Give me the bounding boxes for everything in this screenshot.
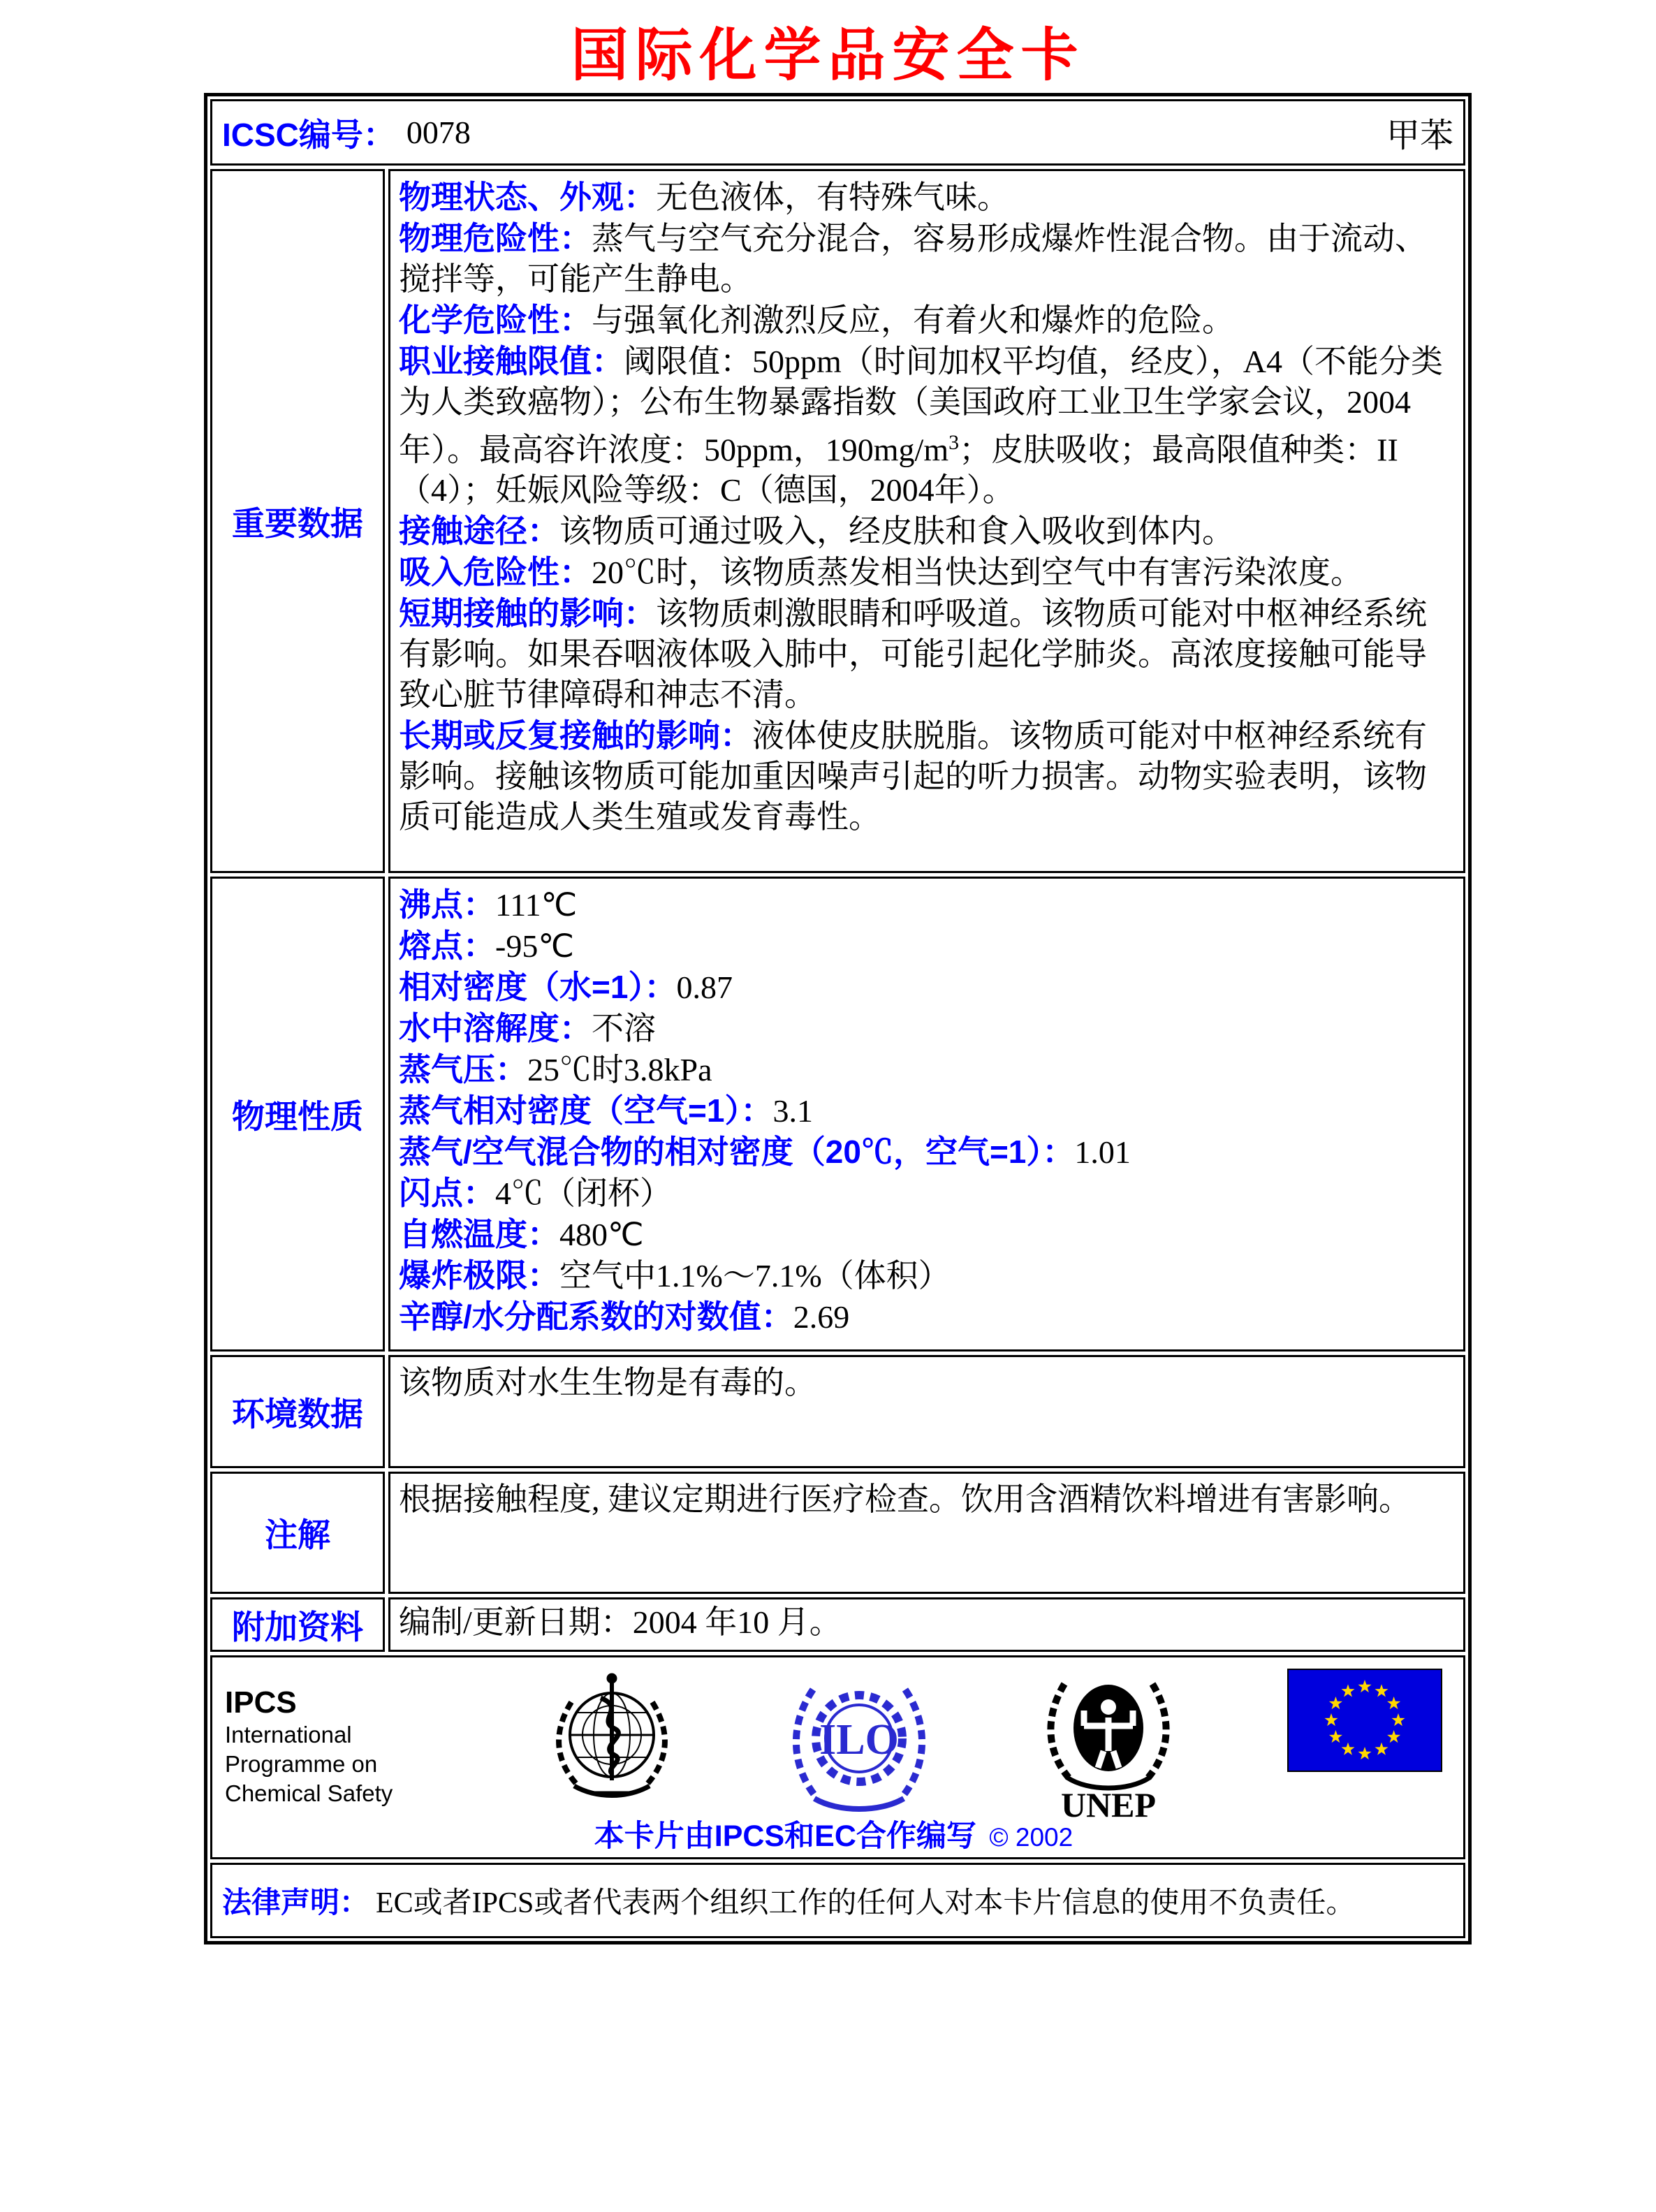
credit-text: 本卡片由IPCS和EC合作编写: [594, 1819, 976, 1853]
svg-text:UNEP: UNEP: [1060, 1785, 1156, 1824]
superscript: 3: [948, 431, 960, 454]
section-legal-notice: [210, 1863, 1465, 1938]
section-important-data: [210, 169, 1465, 873]
credit-line: [225, 1812, 1442, 1855]
icsc-card: [204, 93, 1472, 1944]
section-environmental-data: [210, 1355, 1465, 1468]
who-logo-icon: [548, 1669, 677, 1812]
section-additional-info: [210, 1597, 1465, 1652]
page-title: 国际化学品安全卡: [571, 24, 1085, 87]
notes-text: 根据接触程度, 建议定期进行医疗检查。饮用含酒精饮料增进有害影响。: [399, 1481, 1411, 1517]
important-item: 吸入危险性：20℃时，该物质蒸发相当快达到空气中有害污染浓度。: [399, 554, 1363, 591]
legal-notice-label: 法律声明：: [222, 1886, 369, 1919]
notes-side-label: 注解: [210, 1472, 385, 1594]
icsc-number-value: 0078: [406, 115, 471, 150]
section-physical-properties: [210, 877, 1465, 1352]
important-item: 物理状态、外观：无色液体，有特殊气味。: [399, 179, 1009, 215]
important-data-side-label: 重要数据: [210, 169, 385, 873]
property-item: 沸点：111℃: [399, 886, 578, 923]
unep-logo-icon: [1042, 1669, 1175, 1829]
credit-year: © 2002: [989, 1823, 1074, 1852]
additional-info-content: [388, 1597, 1465, 1652]
important-item: 职业接触限值：阈限值：50ppm（时间加权平均值，经皮），A4（不能分类为人类致癌物）；公布生物暴露指数（美国政府工业卫生学家会议，2004年）。最高容许浓度：50ppm，$190mg/m^3$；皮肤吸收；最高限值种类：II（4）；妊娠风险等级：C（德国，2004年）。: [399, 343, 1443, 508]
physical-properties-side-label: 物理性质: [210, 877, 385, 1352]
notes-content: [388, 1472, 1465, 1594]
ilo-logo-icon: [789, 1669, 929, 1820]
property-item: 蒸气压：25℃时3.8kPa: [399, 1051, 712, 1087]
property-item: 爆炸极限：空气中1.1%～7.1%（体积）: [399, 1257, 951, 1294]
legal-notice-text: EC或者IPCS或者代表两个组织工作的任何人对本卡片信息的使用不负责任。: [376, 1887, 1356, 1919]
environmental-data-content: [388, 1355, 1465, 1468]
property-item: 闪点：4℃（闭杯）: [399, 1175, 672, 1211]
ipcs-subtitle-line: Programme on: [225, 1751, 378, 1777]
property-item: 辛醇/水分配系数的对数值：2.69: [399, 1298, 850, 1335]
ipcs-subtitle-line: Chemical Safety: [225, 1780, 393, 1806]
property-item: 相对密度（水=1）：0.87: [399, 969, 733, 1005]
icsc-number-label: ICSC编号：: [222, 116, 395, 153]
important-data-content: [388, 169, 1465, 873]
chemical-name: 甲苯: [1386, 117, 1453, 154]
ipcs-text-block: [225, 1669, 434, 1808]
property-item: 水中溶解度：不溶: [399, 1010, 656, 1046]
important-item: 化学危险性：与强氧化剂激烈反应，有着火和爆炸的危险。: [399, 302, 1234, 338]
svg-text:ILO: ILO: [819, 1716, 899, 1764]
card-header: [210, 99, 1465, 166]
property-item: 蒸气相对密度（空气=1）：3.1: [399, 1092, 813, 1129]
ipcs-subtitle-line: International: [225, 1722, 352, 1748]
ipcs-title: IPCS: [225, 1685, 297, 1720]
footer-logos-row: [210, 1655, 1465, 1859]
important-item: 物理危险性：蒸气与空气充分混合，容易形成爆炸性混合物。由于流动、搅拌等，可能产生静电。: [399, 220, 1427, 297]
additional-info-side-label: 附加资料: [210, 1597, 385, 1652]
section-notes: [210, 1472, 1465, 1594]
environmental-data-side-label: 环境数据: [210, 1355, 385, 1468]
additional-info-text: 编制/更新日期：2004 年10 月。: [399, 1604, 842, 1640]
physical-properties-content: [388, 877, 1465, 1352]
important-item: 短期接触的影响：该物质刺激眼睛和呼吸道。该物质可能对中枢神经系统有影响。如果吞咽液体吸入肺中，可能引起化学肺炎。高浓度接触可能导致心脏节律障碍和神志不清。: [399, 595, 1427, 713]
important-item: 接触途径：该物质可通过吸入，经皮肤和食入吸收到体内。: [399, 513, 1234, 550]
important-item: 长期或反复接触的影响：液体使皮肤脱脂。该物质可能对中枢神经系统有影响。接触该物质可能加重因噪声引起的听力损害。动物实验表明，该物质可能造成人类生殖或发育毒性。: [399, 717, 1427, 835]
property-item: 蒸气/空气混合物的相对密度（20℃，空气=1）：1.01: [399, 1134, 1131, 1170]
property-item: 自燃温度：480℃: [399, 1216, 644, 1252]
eu-flag-icon: [1287, 1669, 1442, 1777]
environmental-text: 该物质对水生生物是有毒的。: [399, 1365, 816, 1400]
property-item: 熔点：-95℃: [399, 928, 574, 964]
